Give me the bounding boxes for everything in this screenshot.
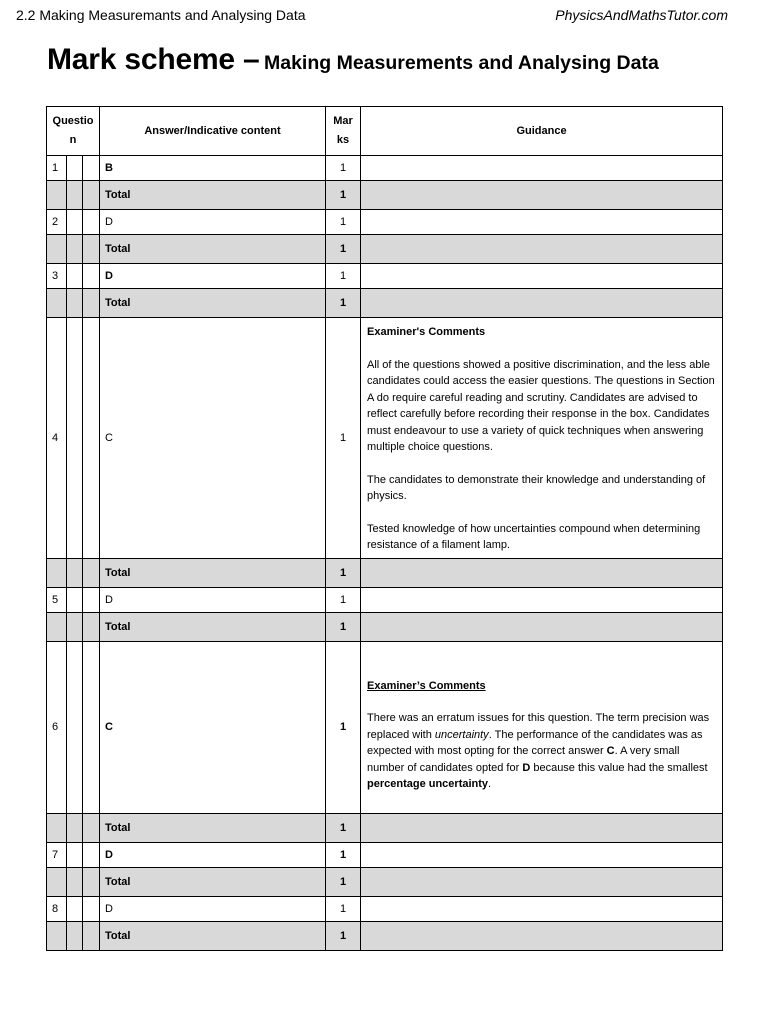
examiner-comments-heading: Examiner's Comments bbox=[367, 326, 486, 338]
guidance-paragraph: There was an erratum issues for this question. The term precision was replaced with uncertainty. The performance of the candidates was as expected with most opting for the correct answer C. A very small number of candidates opted for D because this value had the smallest percentage uncertainty. bbox=[367, 712, 710, 790]
total-marks: 1 bbox=[326, 612, 361, 641]
total-row bbox=[47, 813, 723, 842]
marks-cell: 1 bbox=[326, 641, 361, 813]
mark-scheme-table bbox=[46, 106, 723, 951]
running-header-title: 2.2 Making Measuremants and Analysing Data bbox=[16, 7, 306, 23]
marks-cell: 1 bbox=[326, 156, 361, 181]
total-marks: 1 bbox=[326, 181, 361, 210]
total-label: Total bbox=[100, 181, 326, 210]
question-number: 1 bbox=[47, 156, 67, 181]
total-marks: 1 bbox=[326, 813, 361, 842]
answer-cell: D bbox=[100, 587, 326, 612]
col-header-marks: Mar ks bbox=[326, 107, 361, 156]
total-label: Total bbox=[100, 612, 326, 641]
question-number: 8 bbox=[47, 896, 67, 921]
table-row bbox=[47, 264, 723, 289]
answer-cell: B bbox=[100, 156, 326, 181]
guidance-cell bbox=[361, 264, 723, 289]
total-row bbox=[47, 612, 723, 641]
total-marks: 1 bbox=[326, 289, 361, 318]
col-header-guidance: Guidance bbox=[361, 107, 723, 156]
answer-cell: C bbox=[100, 641, 326, 813]
guidance-paragraph: The candidates to demonstrate their knowledge and understanding of physics. bbox=[367, 473, 706, 502]
total-row bbox=[47, 867, 723, 896]
total-label: Total bbox=[100, 235, 326, 264]
page-title bbox=[47, 43, 659, 77]
guidance-cell bbox=[361, 842, 723, 867]
total-marks: 1 bbox=[326, 867, 361, 896]
table-header-row bbox=[47, 107, 723, 156]
page-title-sub: Making Measurements and Analysing Data bbox=[263, 52, 659, 74]
page-title-main: Mark scheme – bbox=[47, 43, 260, 76]
guidance-cell bbox=[361, 156, 723, 181]
question-number: 2 bbox=[47, 210, 67, 235]
question-number: 4 bbox=[47, 318, 67, 559]
table-row bbox=[47, 210, 723, 235]
answer-cell: D bbox=[100, 210, 326, 235]
table-row bbox=[47, 842, 723, 867]
total-row bbox=[47, 181, 723, 210]
guidance-cell bbox=[361, 641, 723, 813]
total-row bbox=[47, 921, 723, 950]
guidance-cell bbox=[361, 587, 723, 612]
marks-cell: 1 bbox=[326, 842, 361, 867]
col-header-question: Questio n bbox=[47, 107, 100, 156]
examiner-comments-heading: Examiner’s Comments bbox=[367, 679, 486, 692]
table-row bbox=[47, 641, 723, 813]
total-label: Total bbox=[100, 813, 326, 842]
total-label: Total bbox=[100, 921, 326, 950]
col-header-answer: Answer/Indicative content bbox=[100, 107, 326, 156]
question-number: 7 bbox=[47, 842, 67, 867]
question-number: 5 bbox=[47, 587, 67, 612]
table-row bbox=[47, 156, 723, 181]
guidance-cell bbox=[361, 318, 723, 559]
total-label: Total bbox=[100, 289, 326, 318]
running-header-site: PhysicsAndMathsTutor.com bbox=[555, 7, 728, 23]
total-marks: 1 bbox=[326, 235, 361, 264]
total-label: Total bbox=[100, 867, 326, 896]
total-row bbox=[47, 558, 723, 587]
guidance-cell bbox=[361, 896, 723, 921]
total-row bbox=[47, 289, 723, 318]
table-row bbox=[47, 896, 723, 921]
total-row bbox=[47, 235, 723, 264]
guidance-cell bbox=[361, 210, 723, 235]
marks-cell: 1 bbox=[326, 264, 361, 289]
question-number: 6 bbox=[47, 641, 67, 813]
table-row bbox=[47, 318, 723, 559]
marks-cell: 1 bbox=[326, 210, 361, 235]
marks-cell: 1 bbox=[326, 896, 361, 921]
total-label: Total bbox=[100, 558, 326, 587]
guidance-paragraph: All of the questions showed a positive discrimination, and the less able candidates could access the easier questions. The questions in Section A do require careful reading and scrutiny. Candidates are advised to reflect carefully before recording their response in the box. Candidates must endeavour to use a variety of quick techniques when answering multiple choice questions. bbox=[367, 358, 715, 453]
answer-cell: D bbox=[100, 896, 326, 921]
total-marks: 1 bbox=[326, 558, 361, 587]
table-row bbox=[47, 587, 723, 612]
question-number: 3 bbox=[47, 264, 67, 289]
answer-cell: D bbox=[100, 264, 326, 289]
answer-cell: C bbox=[100, 318, 326, 559]
answer-cell: D bbox=[100, 842, 326, 867]
marks-cell: 1 bbox=[326, 587, 361, 612]
marks-cell: 1 bbox=[326, 318, 361, 559]
total-marks: 1 bbox=[326, 921, 361, 950]
guidance-paragraph: Tested knowledge of how uncertainties compound when determining resistance of a filament lamp. bbox=[367, 522, 701, 551]
